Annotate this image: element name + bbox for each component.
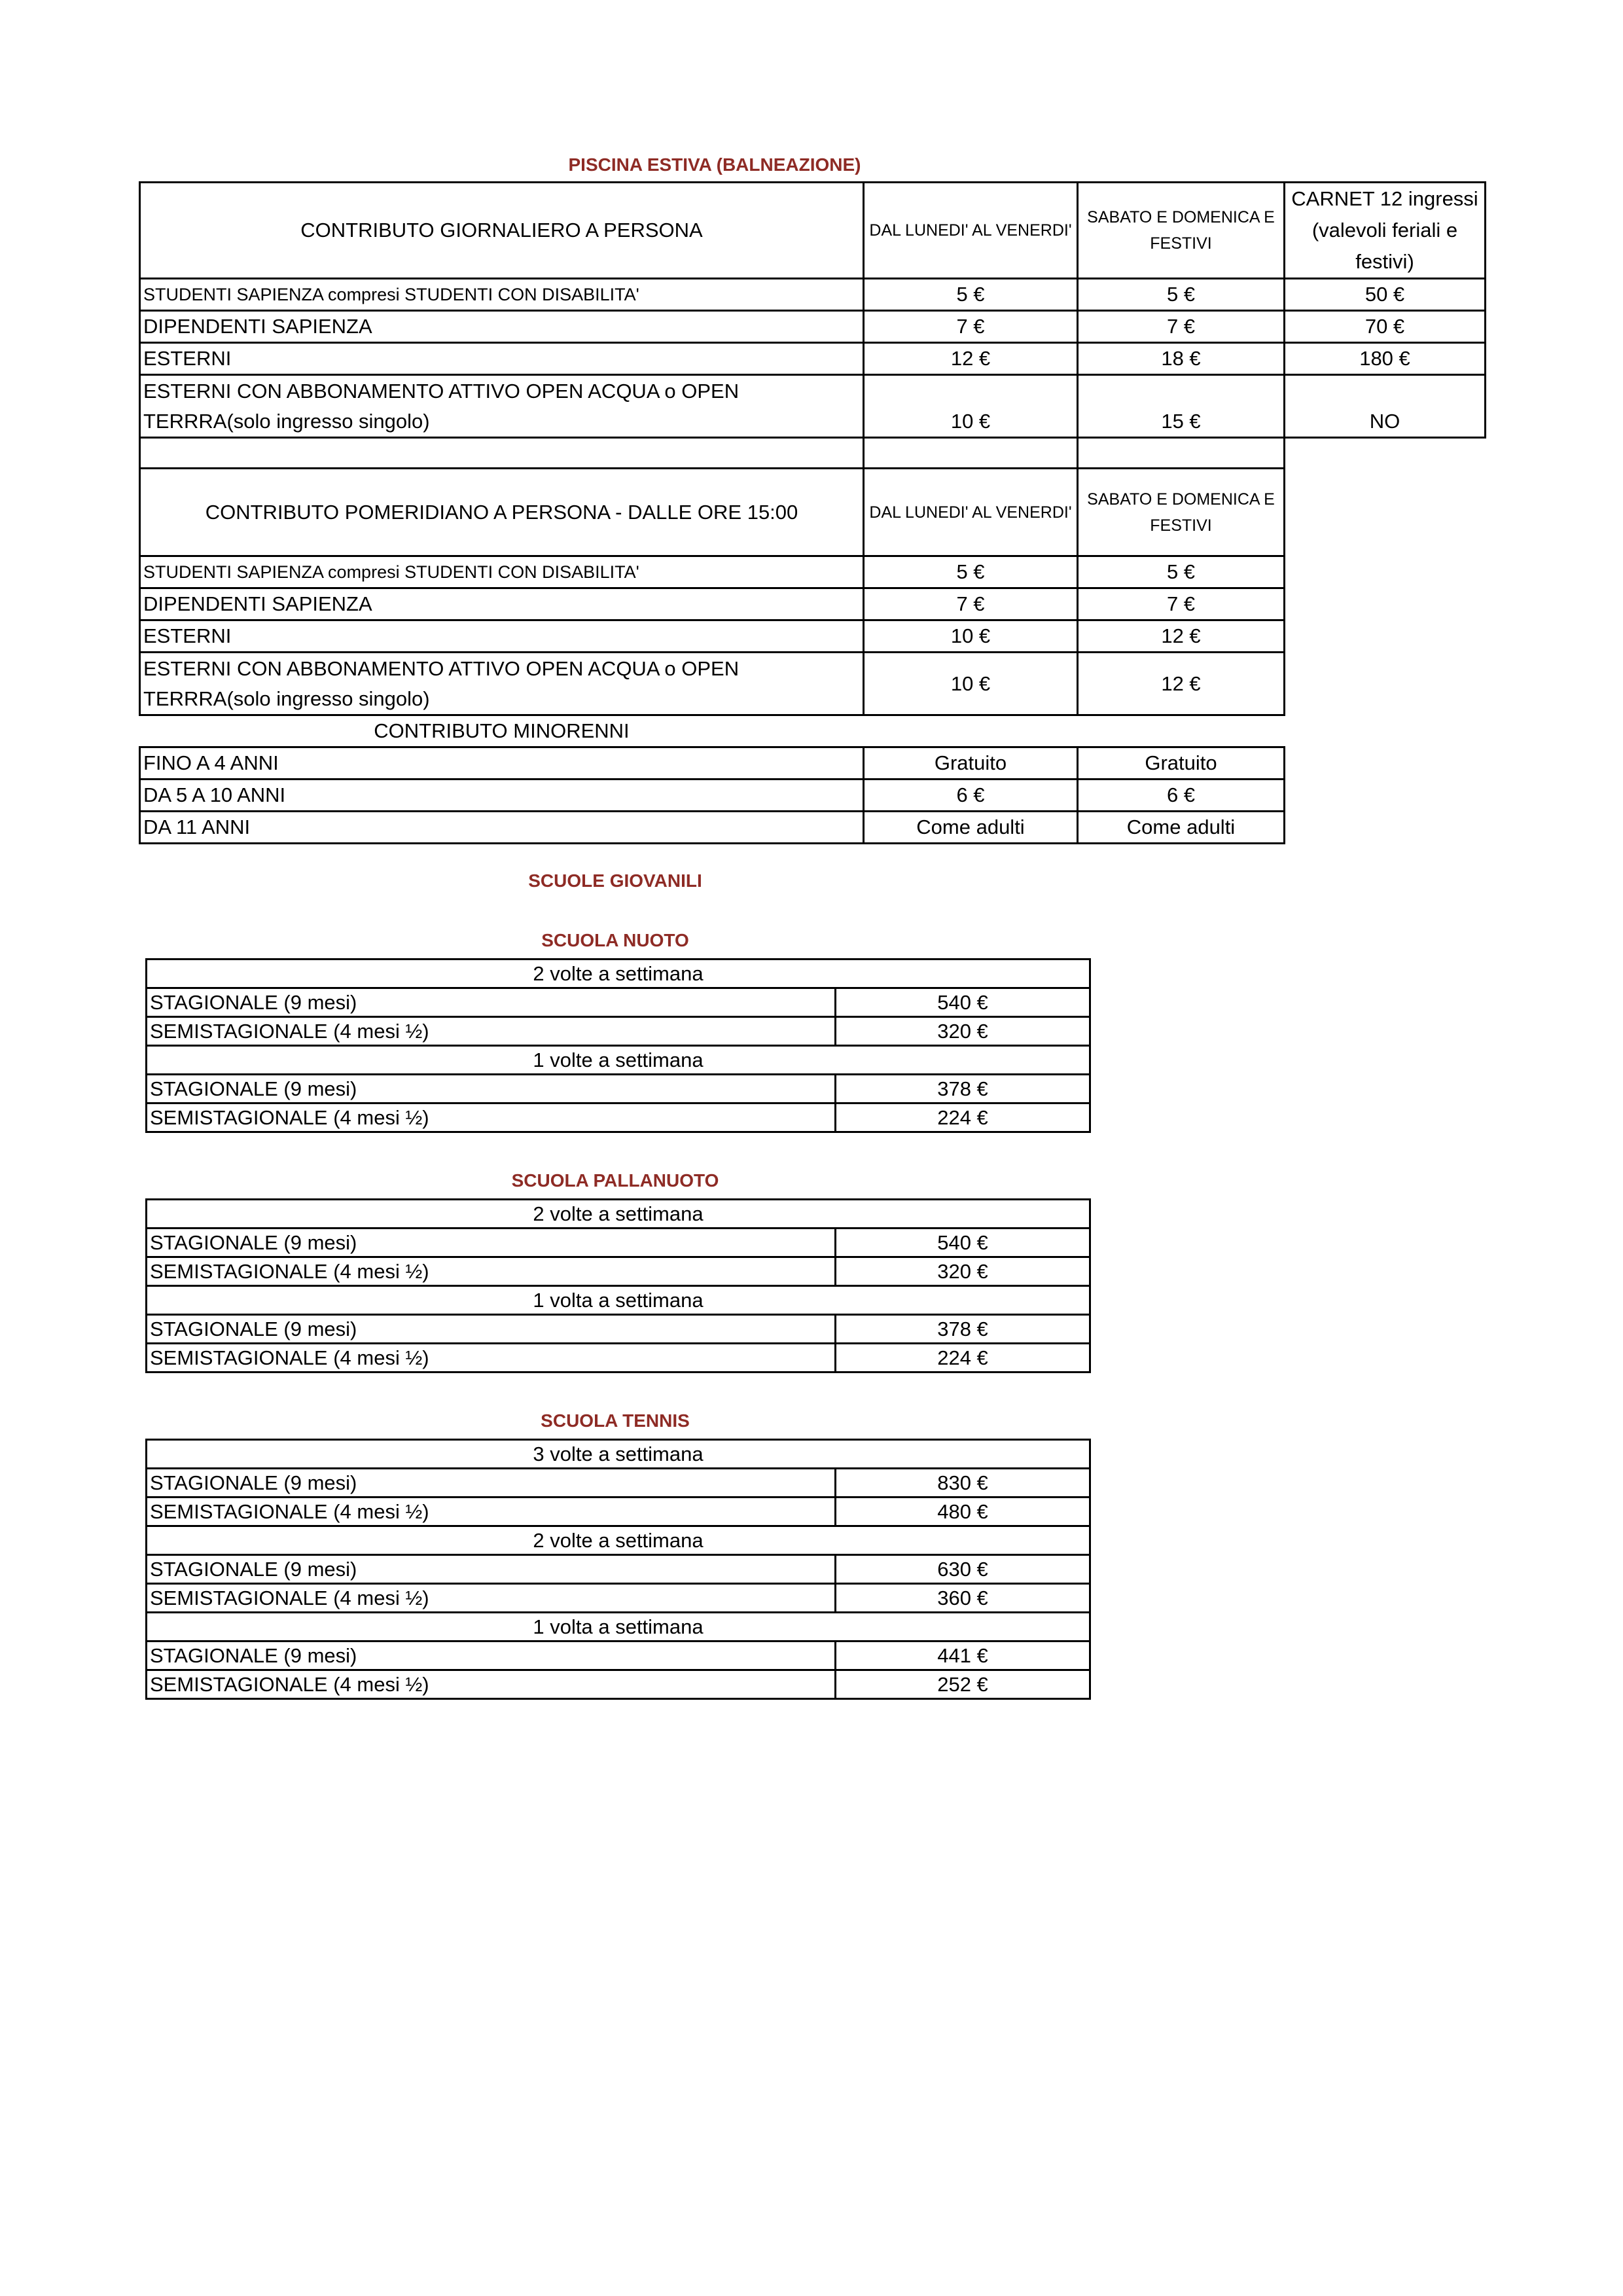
table-row [147,1257,1090,1286]
daily-header-weekday: DAL LUNEDI' AL VENERDI' [864,183,1078,279]
daily-header-carnet: CARNET 12 ingressi (valevoli feriali e festivi) [1285,183,1486,279]
minors-title-row [140,715,1486,747]
row-label: SEMISTAGIONALE (4 mesi ½) [147,1498,836,1526]
frequency-label: 2 volte a settimana [147,960,1090,988]
row-value: 12 € [1078,620,1285,653]
frequency-row [147,1440,1090,1469]
row-value: 10 € [864,375,1078,438]
table-row [140,812,1486,844]
row-value: 6 € [864,780,1078,812]
row-price: 320 € [836,1017,1090,1046]
tennis-title: SCUOLA TENNIS [541,1410,690,1431]
row-label: ESTERNI [140,620,864,653]
row-value: 10 € [864,620,1078,653]
frequency-label: 3 volte a settimana [147,1440,1090,1469]
table-row [140,653,1486,715]
row-label: FINO A 4 ANNI [140,747,864,780]
row-value: 7 € [864,311,1078,343]
afternoon-header-weekday: DAL LUNEDI' AL VENERDI' [864,469,1078,556]
row-price: 441 € [836,1641,1090,1670]
row-label: STAGIONALE (9 mesi) [147,988,836,1017]
row-price: 378 € [836,1075,1090,1103]
daily-header-label: CONTRIBUTO GIORNALIERO A PERSONA [140,183,864,279]
daily-header-row [140,183,1486,279]
table-row [147,988,1090,1017]
row-label: DA 11 ANNI [140,812,864,844]
row-value: 7 € [1078,588,1285,620]
frequency-row [147,1046,1090,1075]
row-price: 540 € [836,1229,1090,1257]
scuole-title: SCUOLE GIOVANILI [528,870,702,891]
row-value: 5 € [864,556,1078,588]
frequency-label: 2 volte a settimana [147,1200,1090,1229]
table-row [140,620,1486,653]
frequency-label: 1 volta a settimana [147,1286,1090,1315]
frequency-row [147,1200,1090,1229]
row-value: Come adulti [864,812,1078,844]
tennis-table [145,1439,1091,1700]
row-price: 830 € [836,1469,1090,1498]
table-row [140,279,1486,311]
row-label: SEMISTAGIONALE (4 mesi ½) [147,1017,836,1046]
row-price: 252 € [836,1670,1090,1699]
table-row [140,556,1486,588]
row-label: DIPENDENTI SAPIENZA [140,588,864,620]
spacer-row [140,438,1486,469]
row-label: SEMISTAGIONALE (4 mesi ½) [147,1103,836,1132]
row-value: 5 € [1078,279,1285,311]
row-label: ESTERNI CON ABBONAMENTO ATTIVO OPEN ACQUA o OPEN TERRRA(solo ingresso singolo) [140,653,864,715]
row-label: STAGIONALE (9 mesi) [147,1555,836,1584]
afternoon-header-row [140,469,1486,556]
row-value: Gratuito [864,747,1078,780]
row-value: NO [1285,375,1486,438]
row-price: 224 € [836,1103,1090,1132]
row-label: ESTERNI [140,343,864,375]
row-value: 6 € [1078,780,1285,812]
row-value: Come adulti [1078,812,1285,844]
nuoto-title: SCUOLA NUOTO [541,930,689,950]
table-row [140,780,1486,812]
pallanuoto-table [145,1198,1091,1373]
table-row [140,343,1486,375]
daily-header-weekend: SABATO E DOMENICA E FESTIVI [1078,183,1285,279]
frequency-label: 1 volta a settimana [147,1613,1090,1641]
piscina-title: PISCINA ESTIVA (BALNEAZIONE) [568,154,861,175]
frequency-label: 1 volte a settimana [147,1046,1090,1075]
table-row [147,1641,1090,1670]
table-row [147,1229,1090,1257]
row-value: 12 € [1078,653,1285,715]
row-label: STAGIONALE (9 mesi) [147,1075,836,1103]
afternoon-header-weekend: SABATO E DOMENICA E FESTIVI [1078,469,1285,556]
table-row [140,375,1486,438]
row-value: 10 € [864,653,1078,715]
table-row [147,1498,1090,1526]
table-row [147,1670,1090,1699]
table-row [147,1075,1090,1103]
table-row [140,588,1486,620]
frequency-row [147,1286,1090,1315]
row-value: 7 € [864,588,1078,620]
row-value: 180 € [1285,343,1486,375]
table-row [147,1344,1090,1372]
pallanuoto-title: SCUOLA PALLANUOTO [511,1170,719,1191]
row-value: 5 € [864,279,1078,311]
row-price: 224 € [836,1344,1090,1372]
row-label: SEMISTAGIONALE (4 mesi ½) [147,1584,836,1613]
frequency-row [147,960,1090,988]
row-label: DA 5 A 10 ANNI [140,780,864,812]
row-label: SEMISTAGIONALE (4 mesi ½) [147,1344,836,1372]
row-price: 630 € [836,1555,1090,1584]
row-value: 15 € [1078,375,1285,438]
frequency-row [147,1526,1090,1555]
row-price: 320 € [836,1257,1090,1286]
table-row [140,311,1486,343]
row-label: SEMISTAGIONALE (4 mesi ½) [147,1257,836,1286]
row-label: STAGIONALE (9 mesi) [147,1315,836,1344]
row-label: SEMISTAGIONALE (4 mesi ½) [147,1670,836,1699]
row-label: ESTERNI CON ABBONAMENTO ATTIVO OPEN ACQUA o OPEN TERRRA(solo ingresso singolo) [140,375,864,438]
table-row [147,1017,1090,1046]
row-label: STUDENTI SAPIENZA compresi STUDENTI CON DISABILITA' [140,279,864,311]
frequency-row [147,1613,1090,1641]
row-label: STAGIONALE (9 mesi) [147,1641,836,1670]
row-value: Gratuito [1078,747,1285,780]
row-value: 50 € [1285,279,1486,311]
table-row [147,1103,1090,1132]
minors-title: CONTRIBUTO MINORENNI [140,715,864,747]
row-value: 18 € [1078,343,1285,375]
table-row [140,747,1486,780]
row-price: 378 € [836,1315,1090,1344]
row-value: 12 € [864,343,1078,375]
row-value: 7 € [1078,311,1285,343]
row-price: 480 € [836,1498,1090,1526]
row-label: STUDENTI SAPIENZA compresi STUDENTI CON DISABILITA' [140,556,864,588]
frequency-label: 2 volte a settimana [147,1526,1090,1555]
row-price: 540 € [836,988,1090,1017]
table-row [147,1315,1090,1344]
row-label: STAGIONALE (9 mesi) [147,1229,836,1257]
table-row [147,1469,1090,1498]
table-row [147,1555,1090,1584]
row-label: DIPENDENTI SAPIENZA [140,311,864,343]
row-label: STAGIONALE (9 mesi) [147,1469,836,1498]
table-row [147,1584,1090,1613]
piscina-table [139,181,1486,844]
afternoon-header-label: CONTRIBUTO POMERIDIANO A PERSONA - DALLE ORE 15:00 [140,469,864,556]
nuoto-table [145,958,1091,1133]
row-value: 5 € [1078,556,1285,588]
row-price: 360 € [836,1584,1090,1613]
row-value: 70 € [1285,311,1486,343]
